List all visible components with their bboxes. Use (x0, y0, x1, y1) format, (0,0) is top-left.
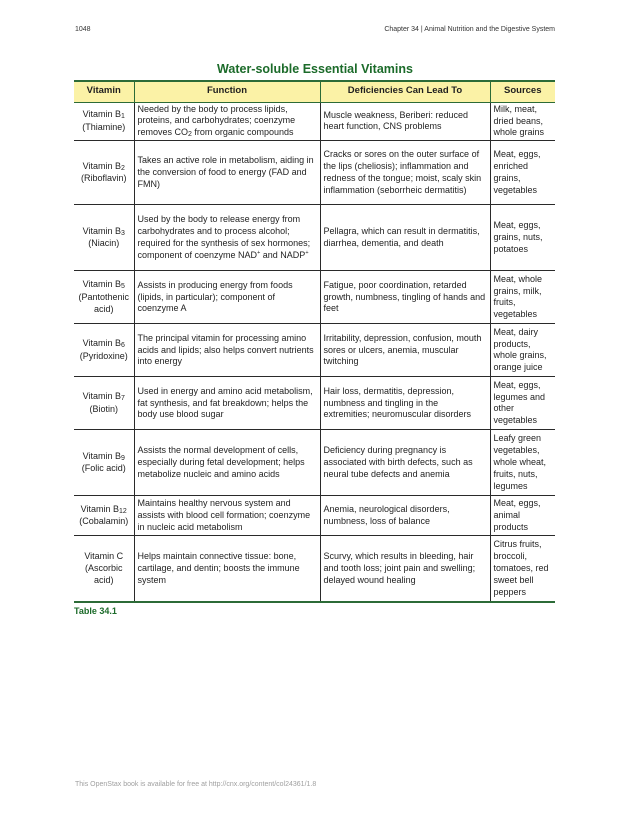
running-header: Chapter 34 | Animal Nutrition and the Digestive System (384, 26, 555, 33)
vitamin-cell: Vitamin B1 (Thiamine) (74, 102, 134, 141)
vitamin-cell: Vitamin B3 (Niacin) (74, 205, 134, 271)
table-row (74, 271, 555, 324)
sources-cell: Leafy green vegetables, whole wheat, fruits, nuts, legumes (490, 430, 555, 496)
vitamin-cell: Vitamin B9 (Folic acid) (74, 430, 134, 496)
footer-note: This OpenStax book is available for free at http://cnx.org/content/col24361/1.8 (75, 781, 317, 788)
table-row (74, 205, 555, 271)
deficiency-cell: Irritability, depression, confusion, mouth sores or ulcers, anemia, muscular twitching (320, 324, 490, 377)
deficiency-cell: Cracks or sores on the outer surface of the lips (cheliosis); inflammation and redness of the tongue; moist, scaly skin inflammation (seborrheic dermatitis) (320, 141, 490, 205)
deficiency-cell: Pellagra, which can result in dermatitis, diarrhea, dementia, and death (320, 205, 490, 271)
table-title: Water-soluble Essential Vitamins (217, 62, 413, 76)
sources-cell: Meat, eggs, grains, nuts, potatoes (490, 205, 555, 271)
table-row (74, 430, 555, 496)
sources-cell: Meat, eggs, animal products (490, 496, 555, 536)
sources-cell: Meat, dairy products, whole grains, orange juice (490, 324, 555, 377)
vitamin-cell: Vitamin B2 (Riboflavin) (74, 141, 134, 205)
sources-cell: Citrus fruits, broccoli, tomatoes, red sweet bell peppers (490, 536, 555, 602)
vitamins-table (74, 80, 555, 603)
page-number: 1048 (75, 26, 91, 33)
deficiency-cell: Muscle weakness, Beriberi: reduced heart function, CNS problems (320, 102, 490, 141)
deficiency-cell: Anemia, neurological disorders, numbness, loss of balance (320, 496, 490, 536)
column-header-vitamin: Vitamin (74, 81, 134, 102)
function-cell: Assists the normal development of cells, especially during fetal development; helps metabolize nucleic and amino acids (134, 430, 320, 496)
column-header-deficiencies: Deficiencies Can Lead To (320, 81, 490, 102)
table-header-row (74, 81, 555, 102)
table-row (74, 496, 555, 536)
vitamin-cell: Vitamin B6 (Pyridoxine) (74, 324, 134, 377)
table-caption: Table 34.1 (74, 606, 117, 616)
table-row (74, 324, 555, 377)
vitamin-cell: Vitamin B7 (Biotin) (74, 377, 134, 430)
function-cell: Maintains healthy nervous system and assists with blood cell formation; coenzyme in nucleic acid metabolism (134, 496, 320, 536)
sources-cell: Milk, meat, dried beans, whole grains (490, 102, 555, 141)
function-cell: Takes an active role in metabolism, aiding in the conversion of food to energy (FAD and FMN) (134, 141, 320, 205)
function-cell: Assists in producing energy from foods (lipids, in particular); component of coenzyme A (134, 271, 320, 324)
function-cell: Needed by the body to process lipids, proteins, and carbohydrates; coenzyme removes CO2 from organic compounds (134, 102, 320, 141)
table-row (74, 536, 555, 602)
column-header-function: Function (134, 81, 320, 102)
function-cell: Helps maintain connective tissue: bone, cartilage, and dentin; boosts the immune system (134, 536, 320, 602)
vitamin-cell: Vitamin B12 (Cobalamin) (74, 496, 134, 536)
deficiency-cell: Fatigue, poor coordination, retarded growth, numbness, tingling of hands and feet (320, 271, 490, 324)
column-header-sources: Sources (490, 81, 555, 102)
deficiency-cell: Hair loss, dermatitis, depression, numbness and tingling in the extremities; neuromuscular disorders (320, 377, 490, 430)
sources-cell: Meat, eggs, enriched grains, vegetables (490, 141, 555, 205)
vitamin-cell: Vitamin B5 (Pantothenic acid) (74, 271, 134, 324)
function-cell: Used in energy and amino acid metabolism, fat synthesis, and fat breakdown; helps the body use blood sugar (134, 377, 320, 430)
function-cell: Used by the body to release energy from carbohydrates and to process alcohol; required for the synthesis of sex hormones; component of coenzyme NAD+ and NADP+ (134, 205, 320, 271)
sources-cell: Meat, eggs, legumes and other vegetables (490, 377, 555, 430)
table-row (74, 377, 555, 430)
deficiency-cell: Deficiency during pregnancy is associated with birth defects, such as neural tube defects and anemia (320, 430, 490, 496)
table-row (74, 102, 555, 141)
function-cell: The principal vitamin for processing amino acids and lipids; also helps convert nutrients into energy (134, 324, 320, 377)
deficiency-cell: Scurvy, which results in bleeding, hair and tooth loss; joint pain and swelling; delayed wound healing (320, 536, 490, 602)
table-row (74, 141, 555, 205)
sources-cell: Meat, whole grains, milk, fruits, vegetables (490, 271, 555, 324)
vitamin-cell: Vitamin C (Ascorbic acid) (74, 536, 134, 602)
